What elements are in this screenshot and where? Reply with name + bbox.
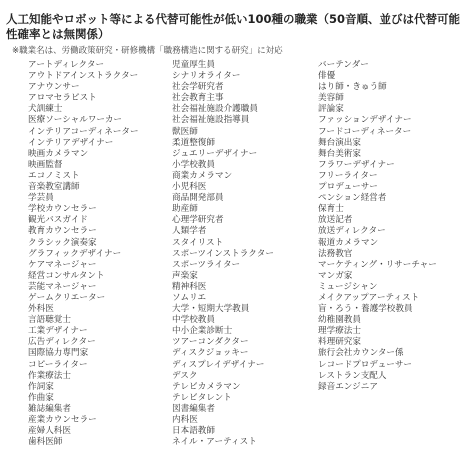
occupation-item: アウトドアインストラクター [28,71,139,82]
occupation-item: 児童厚生員 [172,60,215,70]
occupation-item: ジュエリーデザイナー [172,148,258,159]
occupation-item: 国際協力専門家 [28,348,89,359]
occupation-column-3 [318,60,437,393]
occupation-item: 作業療法士 [28,370,71,381]
occupation-item: 日本語教師 [172,426,215,437]
occupation-item: 獣医師 [172,126,198,137]
occupation-item: 産婦人科医 [28,426,71,437]
occupation-item: インテリアコーディネーター [28,126,139,137]
occupation-item: ディスクジョッキー [172,348,249,359]
occupation-item: 社会学研究者 [172,82,224,93]
occupation-item: 音楽教室講師 [28,182,80,193]
occupation-item: 外科医 [28,304,54,315]
occupation-item: 法務教官 [318,248,353,259]
occupation-item: 放送記者 [318,215,353,226]
occupation-item: ゲームクリエーター [28,292,106,303]
occupation-item: インテリアデザイナー [28,137,114,148]
occupation-item: 放送ディレクター [318,226,386,237]
occupation-item: 観光バスガイド [28,215,88,226]
occupation-item: 産業カウンセラー [28,415,97,425]
occupation-item: シナリオライター [172,71,241,82]
occupation-item: 中小企業診断士 [172,326,233,337]
occupation-item: 教育カウンセラー [28,226,97,237]
occupation-item: テレビタレント [172,392,232,403]
occupation-item: マーケティング・リサーチャー [318,259,437,270]
occupation-item: コピーライター [28,359,88,370]
occupation-item: バーテンダー [318,60,369,70]
occupation-item: ケアマネージャー [28,259,97,270]
occupation-item: 美容師 [318,93,344,104]
occupation-item: 精神科医 [172,281,207,292]
occupation-item: 評論家 [318,104,344,115]
occupation-item: エコノミスト [28,170,80,181]
occupation-item: 工業デザイナー [28,326,88,337]
occupation-item: 保育士 [318,204,344,215]
occupation-item: 内科医 [172,415,198,425]
occupation-item: 報道カメラマン [318,237,379,248]
occupation-item: アナウンサー [28,82,80,93]
occupation-item: 小児科医 [172,182,207,193]
occupation-item: 助産師 [172,204,198,215]
occupation-item: デスク [172,370,198,381]
occupation-item: 理学療法士 [318,326,361,337]
occupation-item: テレビカメラマン [172,381,241,392]
occupation-item: 旅行会社カウンター係 [318,348,404,359]
occupation-item: 作曲家 [28,392,54,403]
occupation-item: 人類学者 [172,226,207,237]
occupation-item: スタイリスト [172,237,224,248]
occupation-item: フラワーデザイナー [318,159,395,170]
occupation-item: 商品開発部員 [172,193,224,204]
occupation-item: 医療ソーシャルワーカー [28,115,123,126]
occupation-item: 広告ディレクター [28,337,96,348]
occupation-item: 言語聴覚士 [28,315,71,326]
occupation-item: 心理学研究者 [172,215,224,226]
occupation-item: ツアーコンダクター [172,337,249,348]
occupation-item: 雑誌編集者 [28,403,71,414]
occupation-item: フリーライター [318,170,378,181]
occupation-item: グラフィックデザイナー [28,248,122,259]
occupation-item: 俳優 [318,71,336,82]
source-note: ※職業名は、労働政策研究・研修機構「職務構造に関する研究」に対応 [12,46,283,56]
occupation-column-1 [28,60,139,448]
occupation-item: ミュージシャン [318,281,378,292]
occupation-item: プロデューサー [318,182,378,193]
occupation-item: ディスプレイデザイナー [172,359,265,370]
occupation-item: ソムリエ [172,292,207,303]
occupation-item: 大学・短期大学教員 [172,304,250,315]
page-title: 人工知能やロボット等による代替可能性が低い100種の職業（50音順、並びは代替可能性確率とは無関係） [6,12,461,41]
occupation-item: 犬訓練士 [28,104,63,115]
occupation-item: 舞台美術家 [318,148,361,159]
occupation-item: 映画監督 [28,159,63,170]
occupation-item: 社会教育主事 [172,93,224,104]
occupation-item: 商業カメラマン [172,170,233,181]
occupation-item: 学芸員 [28,193,54,204]
occupation-item: 料理研究家 [318,337,361,348]
occupation-item: マンガ家 [318,270,353,281]
occupation-item: ペンション経営者 [318,193,387,204]
occupation-item: フードコーディネーター [318,126,412,137]
occupation-item: レコードプロデューサー [318,359,413,370]
occupation-item: メイクアップアーティスト [318,292,420,303]
occupation-item: 幼稚園教員 [318,315,361,326]
occupation-item: レストラン支配人 [318,370,387,381]
occupation-item: 芸能マネージャー [28,281,97,292]
occupation-item: 舞台演出家 [318,137,361,148]
occupation-item: スポーツインストラクター [172,248,274,259]
occupation-item: 柔道整復師 [172,137,215,148]
occupation-item: 社会福祉施設介護職員 [172,104,258,115]
occupation-item: 中学校教員 [172,315,215,326]
occupation-column-2 [172,60,274,448]
occupation-item: 録音エンジニア [318,381,378,392]
occupation-item: 社会福祉施設指導員 [172,115,250,126]
occupation-item: はり師・きゅう師 [318,82,387,93]
occupation-item: 経営コンサルタント [28,270,105,281]
occupation-item: 映画カメラマン [28,148,89,159]
occupation-item: 作詞家 [28,381,54,392]
occupation-item: アロマセラピスト [28,93,97,104]
occupation-item: ネイル・アーティスト [172,437,257,448]
occupation-item: 小学校教員 [172,159,215,170]
occupation-item: アートディレクター [28,60,105,70]
occupation-item: 学校カウンセラー [28,204,97,215]
occupation-item: 歯科医師 [28,437,63,448]
occupation-item: ファッションデザイナー [318,115,412,126]
occupation-item: 声楽家 [172,270,198,281]
occupation-item: 図書編集者 [172,403,215,414]
occupation-item: スポーツライター [172,259,241,270]
occupation-item: クラシック演奏家 [28,237,97,248]
occupation-item: 盲・ろう・養護学校教員 [318,304,413,315]
